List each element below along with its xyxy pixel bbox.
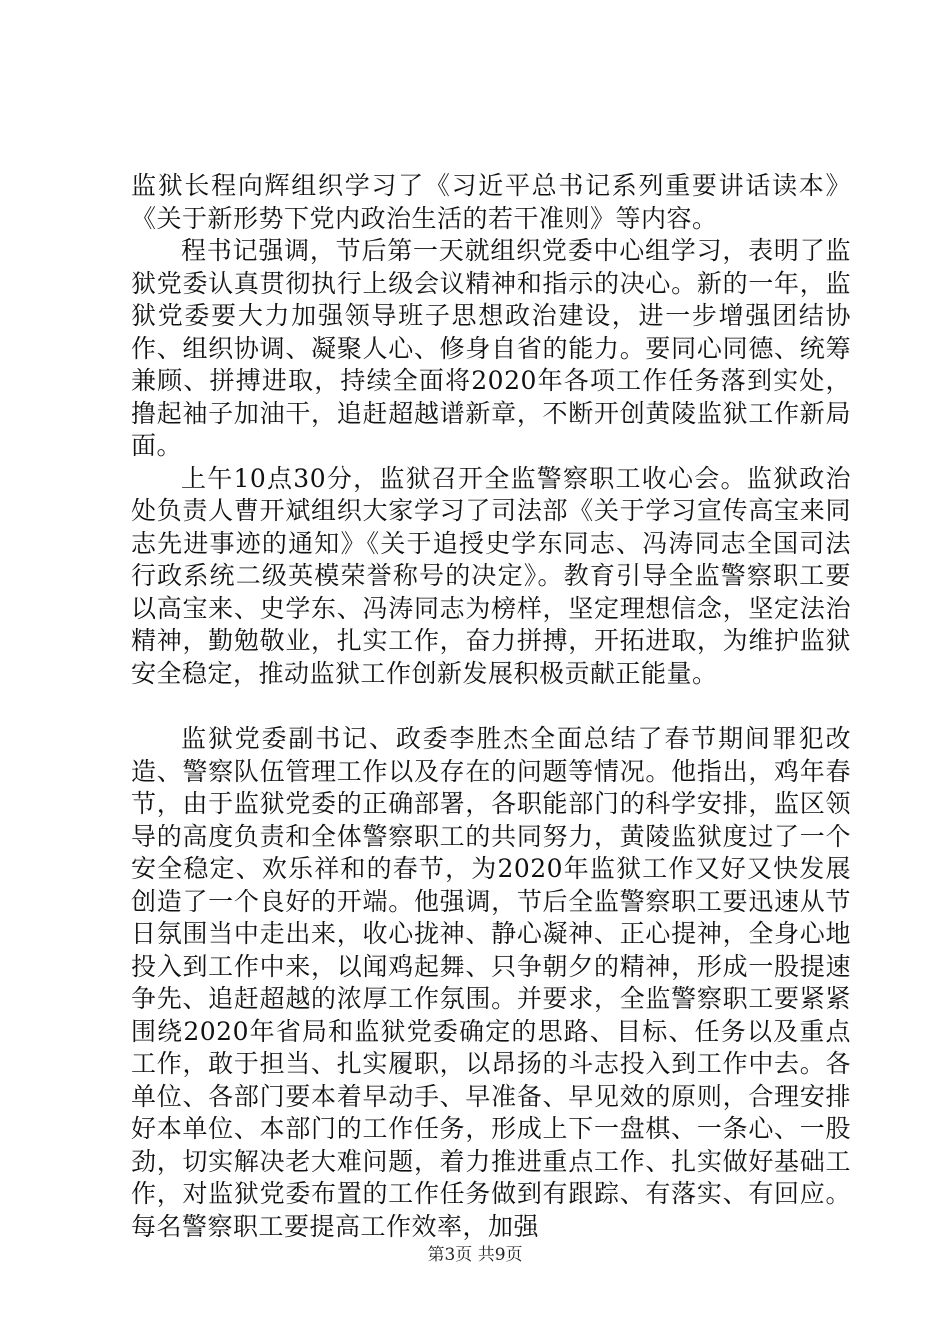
page-number-footer: 第3页 共9页 (427, 1245, 523, 1265)
paragraph-2: 程书记强调，节后第一天就组织党委中心组学习，表明了监狱党委认真贯彻执行上级会议精神和指示的决心。新的一年，监狱党委要大力加强领导班子思想政治建设，进一步增强团结协作、组织协调、凝聚人心、修身自省的能力。要同心同德、统筹兼顾、拼搏进取，持续全面将2020年各项工作任务落到实处，撸起袖子加油干，追赶超越谱新章，不断开创黄陵监狱工作新局面。 (131, 236, 851, 460)
paragraph-4: 监狱党委副书记、政委李胜杰全面总结了春节期间罪犯改造、警察队伍管理工作以及存在的问题等情况。他指出，鸡年春节，由于监狱党委的正确部署，各职能部门的科学安排，监区领导的高度负责和全体警察职工的共同努力，黄陵监狱度过了一个安全稳定、欢乐祥和的春节，为2020年监狱工作又好又快发展创造了一个良好的开端。他强调，节后全监警察职工要迅速从节日氛围当中走出来，收心拢神、静心凝神、正心提神，全身心地投入到工作中来，以闻鸡起舞、只争朝夕的精神，形成一股提速争先、追赶超越的浓厚工作氛围。并要求，全监警察职工要紧紧围绕2020年省局和监狱党委确定的思路、目标、任务以及重点工作，敢于担当、扎实履职，以昂扬的斗志投入到工作中去。各单位、各部门要本着早动手、早准备、早见效的原则，合理安排好本单位、本部门的工作任务，形成上下一盘棋、一条心、一股劲，切实解决老大难问题，着力推进重点工作、扎实做好基础工作，对监狱党委布置的工作任务做到有跟踪、有落实、有回应。每名警察职工要提高工作效率，加强 (131, 724, 851, 1241)
document-body (131, 170, 851, 1243)
paragraph-1: 监狱长程向辉组织学习了《习近平总书记系列重要讲话读本》《关于新形势下党内政治生活的若干准则》等内容。 (131, 171, 851, 233)
paragraph-3: 上午10点30分，监狱召开全监警察职工收心会。监狱政治处负责人曹开斌组织大家学习了司法部《关于学习宣传高宝来同志先进事迹的通知》《关于追授史学东同志、冯涛同志全国司法行政系统二级英模荣誉称号的决定》。教育引导全监警察职工要以高宝来、史学东、冯涛同志为榜样，坚定理想信念，坚定法治精神，勤勉敬业，扎实工作，奋力拼搏，开拓进取，为维护监狱安全稳定，推动监狱工作创新发展积极贡献正能量。 (131, 463, 851, 688)
